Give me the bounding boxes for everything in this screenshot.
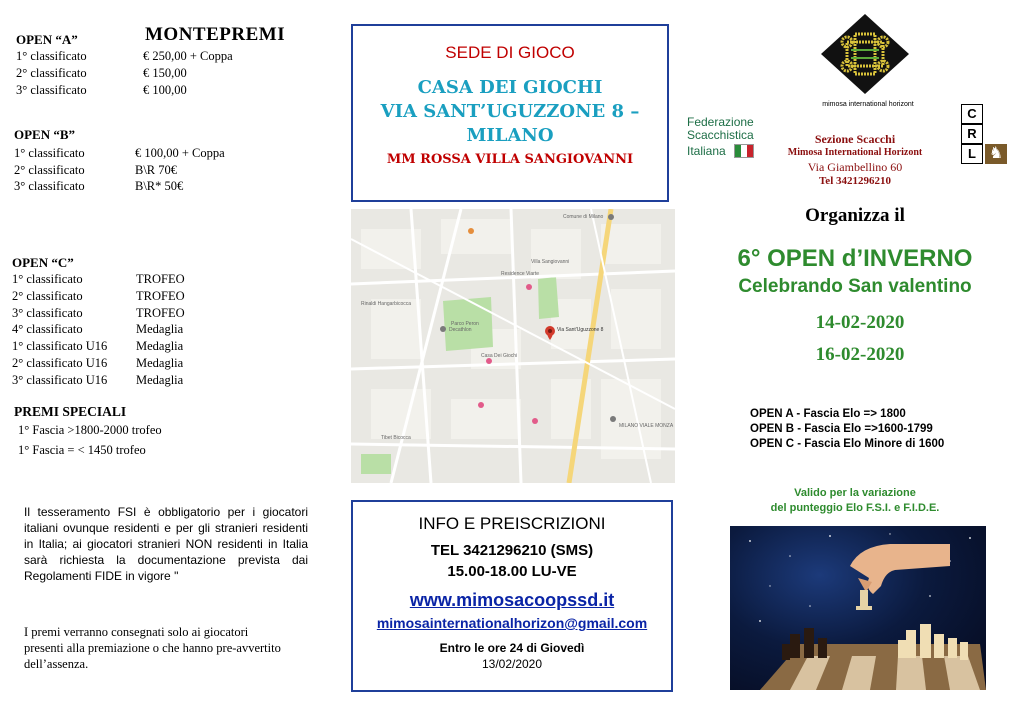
prize-value: Medaglia xyxy=(136,372,184,387)
map-place-label: Parco Peron xyxy=(451,321,479,327)
open-a-heading: OPEN “A” xyxy=(16,32,78,47)
crl-letter: C xyxy=(961,104,983,124)
event-date-start: 14-02-2020 xyxy=(815,312,905,333)
org-section: Sezione Scacchi xyxy=(814,132,896,146)
chess-photo xyxy=(730,526,986,690)
map-place-label: Casa Dei Giochi xyxy=(481,353,518,359)
map-place-label: Rinaldi Hangarbicocca xyxy=(361,301,412,307)
prize-value: € 100,00 xyxy=(143,83,187,97)
fsi-logo-line: Scacchistica xyxy=(687,128,754,142)
prize-value: € 100,00 + Coppa xyxy=(135,146,225,160)
special-prize-row: 1° Fascia = < 1450 trofeo xyxy=(18,443,146,457)
prize-value: Medaglia xyxy=(136,356,184,370)
prize-rank-label: 1° classificato xyxy=(16,49,87,63)
info-phone: TEL 3421296210 (SMS) xyxy=(430,542,594,559)
elo-validity-line: Valido per la variazione xyxy=(794,487,916,499)
event-subtitle: Celebrando San valentino xyxy=(738,276,972,297)
prize-value: TROFEO xyxy=(136,288,185,303)
prize-rank-label: 3° classificato xyxy=(16,83,87,97)
fsi-logo-line: Italiana xyxy=(687,144,726,158)
venue-city: MILANO xyxy=(466,125,554,146)
event-date-end: 16-02-2020 xyxy=(815,344,905,365)
prize-rank-label: 1° classificato U16 xyxy=(12,339,108,354)
map-place-label: Comune di Milano xyxy=(563,214,604,220)
prize-rank-label: 3° classificato xyxy=(12,305,83,320)
deadline-date: 13/02/2020 xyxy=(481,657,543,671)
crl-logo xyxy=(961,104,1007,164)
prize-value: B\R* 50€ xyxy=(135,179,184,193)
fsi-logo xyxy=(687,116,763,160)
map-place-label: MILANO VIALE MONZA xyxy=(619,423,674,429)
prize-value: TROFEO xyxy=(136,272,185,286)
prize-value: € 250,00 + Coppa xyxy=(143,49,233,63)
open-c-heading: OPEN “C” xyxy=(12,255,74,270)
montepremi-title: MONTEPREMI xyxy=(145,24,286,45)
chess-scene-graphic xyxy=(730,526,986,690)
mimosa-logo-caption: mimosa international horizont xyxy=(822,101,914,108)
prize-rank-label: 2° classificato xyxy=(16,66,87,80)
org-phone: Tel 3421296210 xyxy=(818,175,891,187)
info-hours: 15.00-18.00 LU-VE xyxy=(447,563,577,580)
venue-box xyxy=(351,24,669,202)
map-place-label: Villa Sangiovanni xyxy=(531,259,570,265)
prize-rank-label: 1° classificato xyxy=(12,272,83,286)
mimosa-logo xyxy=(817,12,913,96)
prize-rank-label: 3° classificato U16 xyxy=(12,372,108,387)
map-place-label: Tibet Bicocca xyxy=(381,435,411,441)
deadline-text: Entro le ore 24 di Giovedì xyxy=(439,641,585,655)
venue-map[interactable] xyxy=(351,209,675,483)
mimosa-knot-icon xyxy=(817,12,913,96)
prize-rank-label: 2° classificato xyxy=(12,288,83,303)
elo-validity-line: del punteggio Elo F.S.I. e F.I.D.E. xyxy=(770,502,940,514)
membership-rules-text: Il tesseramento FSI è obbligatorio per i giocatori italiani ovunque residenti e per gli stranieri residenti in Italia; ai giocatori stranieri NON residenti in Italia sarà richiesta la documentazione prevista dai Regolamenti FIDE in vigore " xyxy=(24,505,308,583)
prize-value: TROFEO xyxy=(136,305,185,320)
venue-heading: SEDE DI GIOCO xyxy=(445,43,575,62)
open-b-heading: OPEN “B” xyxy=(14,127,76,142)
open-group-line: OPEN B - Fascia Elo =>1600-1799 xyxy=(750,423,933,435)
crl-letter: L xyxy=(961,144,983,164)
prize-value: € 150,00 xyxy=(143,66,187,80)
prize-value: Medaglia xyxy=(136,322,184,337)
special-prize-row: 1° Fascia >1800-2000 trofeo xyxy=(18,423,162,437)
italian-flag-icon xyxy=(734,144,754,158)
website-link[interactable]: www.mimosacoopssd.it xyxy=(409,590,615,610)
venue-street: VIA SANT’UGUZZONE 8 – xyxy=(380,101,640,122)
map-pin-label: Via Sant'Uguzzone 8 xyxy=(557,327,604,333)
prize-value: B\R 70€ xyxy=(135,162,178,177)
prize-rank-label: 4° classificato xyxy=(12,322,83,337)
prize-value: Medaglia xyxy=(136,339,184,354)
organizes-label: Organizza il xyxy=(805,205,905,226)
map-place-label: Residence Viarte xyxy=(501,271,539,277)
awards-rules-text: I premi verranno consegnati solo ai giocatori presenti alla premiazione o che hanno pre-avvertito dell’assenza. xyxy=(24,625,281,671)
prize-rank-label: 2° classificato U16 xyxy=(12,356,108,370)
org-address: Via Giambellino 60 xyxy=(807,160,903,174)
open-group-line: OPEN C - Fascia Elo Minore di 1600 xyxy=(750,438,945,450)
info-heading: INFO E PREISCRIZIONI xyxy=(418,514,606,533)
prize-rank-label: 1° classificato xyxy=(14,146,85,160)
knight-icon: ♞ xyxy=(985,144,1007,164)
prize-rank-label: 3° classificato xyxy=(14,179,85,193)
venue-name: CASA DEI GIOCHI xyxy=(417,77,603,98)
info-box xyxy=(351,500,673,692)
map-place-label: Decathlon xyxy=(449,327,472,333)
venue-metro: MM ROSSA VILLA SANGIOVANNI xyxy=(386,152,634,167)
org-name: Mimosa International Horizont xyxy=(787,147,923,158)
crl-letter: R xyxy=(961,124,983,144)
prize-rank-label: 2° classificato xyxy=(14,162,85,177)
special-prizes-heading: PREMI SPECIALI xyxy=(14,404,127,419)
map-graphic xyxy=(351,209,675,483)
event-title: 6° OPEN d’INVERNO xyxy=(737,245,973,272)
fsi-logo-line: Federazione xyxy=(687,115,754,129)
open-group-line: OPEN A - Fascia Elo => 1800 xyxy=(750,408,906,420)
email-link[interactable]: mimosainternationalhorizon@gmail.com xyxy=(376,615,648,631)
